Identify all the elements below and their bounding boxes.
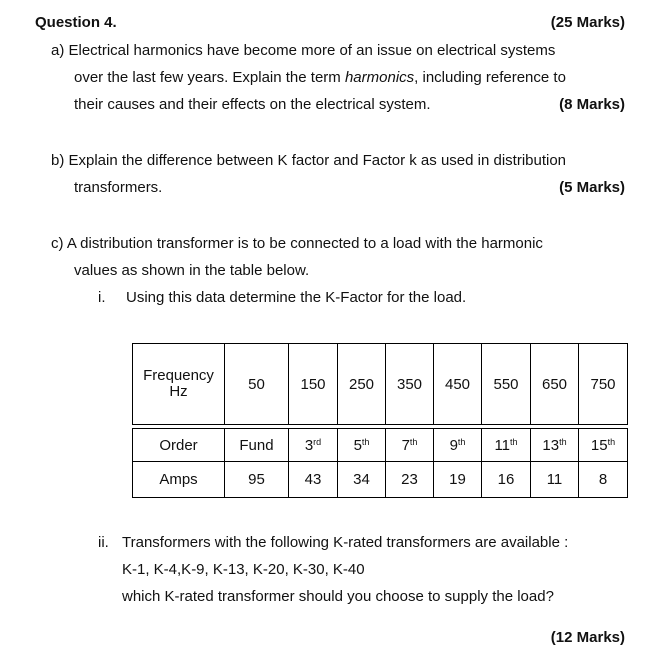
- order-value: 11: [494, 436, 511, 454]
- amps-cell: 95: [225, 462, 289, 498]
- order-row: [133, 429, 628, 462]
- part-a-line-2-post: , including reference to: [414, 69, 566, 86]
- part-c-sub-ii-line-1: Transformers with the following K-rated transformers are available :: [122, 534, 569, 551]
- frequency-cell: 250: [338, 344, 386, 425]
- part-c-sub-ii-line-2: K-1, K-4,K-9, K-13, K-20, K-30, K-40: [122, 561, 365, 578]
- order-cell: [531, 429, 579, 462]
- amps-cell: 16: [482, 462, 531, 498]
- order-value: 13: [542, 436, 560, 454]
- frequency-unit: Hz: [169, 383, 188, 400]
- frequency-cell: 150: [289, 344, 338, 425]
- part-c-line-2: values as shown in the table below.: [74, 262, 310, 279]
- frequency-cell: 50: [225, 344, 289, 425]
- amps-cell: 23: [386, 462, 434, 498]
- order-suffix: th: [361, 436, 370, 447]
- part-c-sub-i-text: Using this data determine the K-Factor for the load.: [126, 289, 467, 306]
- order-cell: [225, 429, 289, 462]
- frequency-cell: 750: [579, 344, 628, 425]
- amps-cell: 19: [434, 462, 482, 498]
- order-suffix: rd: [313, 436, 322, 447]
- order-cell: [386, 429, 434, 462]
- frequency-cell: 550: [482, 344, 531, 425]
- order-value: 7: [401, 436, 410, 454]
- part-a-line-1: a) Electrical harmonics have become more of an issue on electrical systems: [51, 42, 556, 59]
- order-suffix: th: [510, 436, 518, 447]
- order-suffix: th: [559, 436, 567, 447]
- frequency-cell: 650: [531, 344, 579, 425]
- frequency-label: Frequency: [143, 367, 214, 384]
- question-marks: (25 Marks): [550, 14, 625, 31]
- frequency-cell: 350: [386, 344, 434, 425]
- order-value: 5: [353, 436, 362, 454]
- part-a-line-2-pre: over the last few years. Explain the term: [74, 69, 345, 86]
- part-a-line-2: [74, 69, 566, 87]
- amps-cell: 8: [579, 462, 628, 498]
- amps-cell: 34: [338, 462, 386, 498]
- order-value: 15: [590, 436, 608, 454]
- amps-header: Amps: [133, 462, 225, 498]
- question-title: Question 4.: [35, 14, 117, 31]
- harmonics-table: [132, 343, 628, 498]
- order-suffix: th: [457, 436, 466, 447]
- part-c-sub-ii-line-3: which K-rated transformer should you choose to supply the load?: [122, 588, 554, 605]
- part-a-line-3: their causes and their effects on the electrical system.: [74, 96, 431, 113]
- part-a-marks: (8 Marks): [559, 96, 625, 113]
- part-b-line-2: transformers.: [74, 179, 163, 196]
- order-cell: [338, 429, 386, 462]
- amps-cell: 11: [531, 462, 579, 498]
- part-a-harmonics-term: harmonics: [344, 69, 415, 86]
- amps-row: [133, 462, 628, 498]
- order-suffix: th: [409, 436, 418, 447]
- part-c-sub-i-number: i.: [98, 289, 106, 306]
- order-value: 3: [304, 436, 314, 454]
- part-b-marks: (5 Marks): [559, 179, 625, 196]
- frequency-header: [133, 344, 225, 425]
- order-value: 9: [449, 436, 458, 454]
- order-cell: [579, 429, 628, 462]
- order-header: Order: [133, 429, 225, 462]
- order-cell: [289, 429, 338, 462]
- part-b-line-1: b) Explain the difference between K factor and Factor k as used in distribution: [51, 152, 567, 169]
- order-value: Fund: [239, 436, 274, 454]
- part-c-sub-ii-number: ii.: [98, 534, 109, 551]
- order-suffix: th: [607, 436, 616, 447]
- part-c-line-1: c) A distribution transformer is to be connected to a load with the harmonic: [51, 235, 543, 252]
- frequency-cell: 450: [434, 344, 482, 425]
- part-c-marks: (12 Marks): [550, 629, 625, 646]
- order-cell: [482, 429, 531, 462]
- amps-cell: 43: [289, 462, 338, 498]
- frequency-row: [133, 344, 628, 425]
- order-cell: [434, 429, 482, 462]
